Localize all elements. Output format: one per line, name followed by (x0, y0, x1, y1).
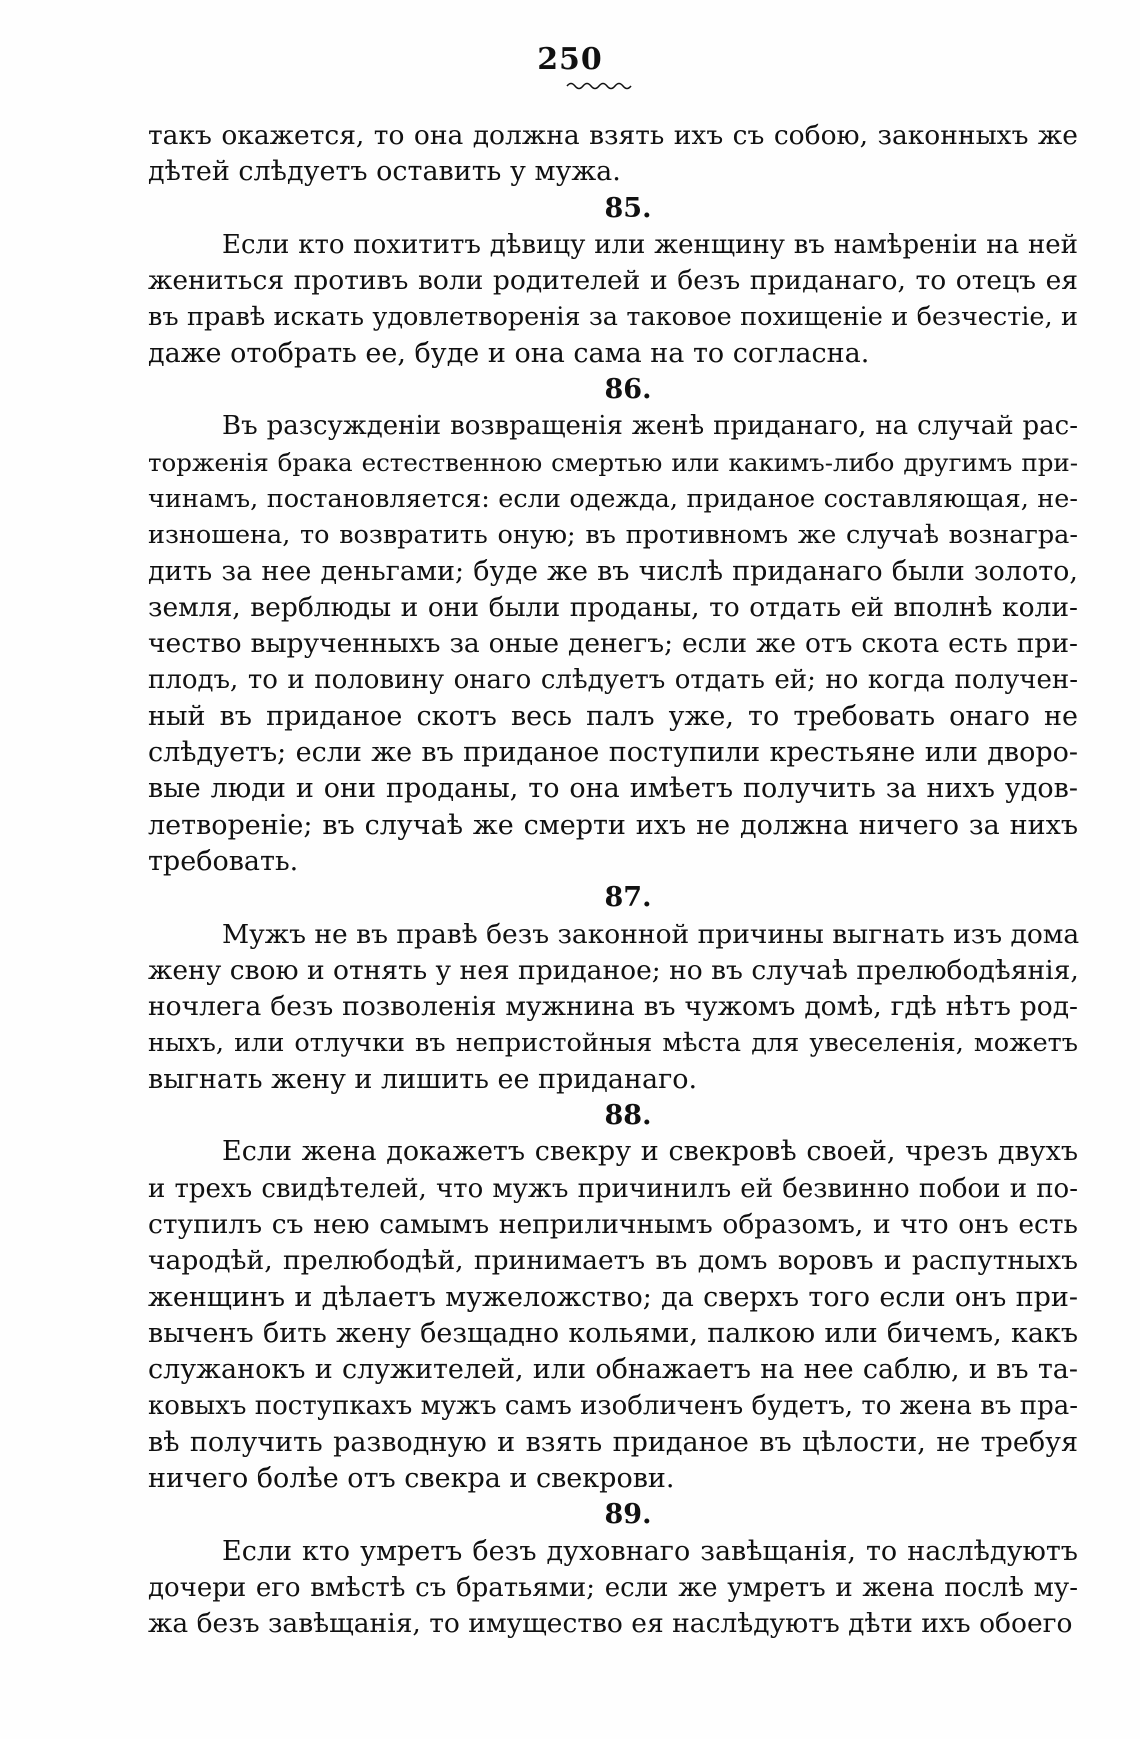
paragraph-line: служанокъ и служителей, или обнажаетъ на нее саблю, и въ та- (148, 1354, 1078, 1386)
paragraph-line: ничего болѣе отъ свекра и свекрови. (148, 1462, 675, 1494)
paragraph-line: вые люди и они проданы, то она имѣетъ получить за нихъ удов- (148, 773, 1078, 805)
section-number: 89. (604, 1499, 652, 1531)
page-text (148, 118, 1078, 1642)
paragraph-line: жениться противъ воли родителей и безъ приданаго, то отецъ ея (148, 265, 1078, 297)
paragraph-line: торженія брака естественною смертью или какимъ-либо другимъ при- (148, 447, 1078, 477)
section-number: 85. (604, 192, 652, 224)
paragraph-line: выгнать жену и лишить ее приданаго. (148, 1063, 698, 1095)
paragraph-line: ступилъ съ нею самымъ неприличнымъ образомъ, и что онъ есть (148, 1208, 1078, 1240)
paragraph-line: чародѣй, прелюбодѣй, принимаетъ въ домъ воровъ и распутныхъ (148, 1245, 1078, 1277)
paragraph-line: ныхъ, или отлучки въ непристойныя мѣста для увеселенія, можетъ (148, 1028, 1078, 1059)
paragraph-line: въ правѣ искать удовлетворенія за таковое похищеніе и безчестіе, и (148, 302, 1078, 333)
paragraph-line: женщинъ и дѣлаетъ мужеложство; да сверхъ того если онъ при- (148, 1281, 1078, 1313)
paragraph-first-line: Въ разсужденіи возвращенія женѣ приданаго, на случай рас- (222, 411, 1078, 442)
section-number: 87. (604, 882, 652, 914)
paragraph-line: ный въ приданое скотъ весь палъ уже, то требовать онаго не (148, 700, 1078, 732)
paragraph-line: земля, верблюды и они были проданы, то отдать ей вполнѣ коли- (148, 591, 1078, 623)
paragraph-line: вѣ получить разводную и взять приданое въ цѣлости, не требуя (148, 1426, 1078, 1458)
paragraph-line: летвореніе; въ случаѣ же смерти ихъ не должна ничего за нихъ (148, 809, 1078, 841)
paragraph-line: дить за нее деньгами; буде же въ числѣ приданаго были золото, (148, 555, 1078, 587)
paragraph-line: жену свою и отнять у нея приданое; но въ случаѣ прелюбодѣянія, (148, 954, 1079, 986)
paragraph-line: требовать. (148, 845, 299, 877)
paragraph-line: и трехъ свидѣтелей, что мужъ причинилъ ей безвинно побои и по- (148, 1173, 1078, 1204)
paragraph-line: жа безъ завѣщанія, то имущество ея наслѣдуютъ дѣти ихъ обоего (148, 1608, 1073, 1640)
paragraph-line: изношена, то возвратить оную; въ противномъ же случаѣ вознагра- (148, 520, 1078, 551)
section-number: 88. (604, 1100, 652, 1132)
page-number: 250 (537, 42, 603, 77)
paragraph-line: слѣдуетъ; если же въ приданое поступили крестьяне или дворо- (148, 737, 1078, 769)
paragraph-first-line: Если жена докажетъ свекру и свекровѣ своей, чрезъ двухъ (222, 1136, 1078, 1168)
paragraph-line: плодъ, то и половину онаго слѣдуетъ отдать ей; но когда получен- (148, 665, 1078, 696)
paragraph-line: чинамъ, постановляется: если одежда, приданое составляющая, не- (148, 483, 1078, 514)
paragraph-line: такъ окажется, то она должна взять ихъ съ собою, законныхъ же (148, 120, 1078, 151)
paragraph-line: даже отобрать ее, буде и она сама на то согласна. (148, 337, 870, 369)
paragraph-first-line: Если кто похититъ дѣвицу или женщину въ намѣреніи на ней (222, 229, 1078, 260)
paragraph-line: дѣтей слѣдуетъ оставить у мужа. (148, 156, 621, 188)
paragraph-first-line: Если кто умретъ безъ духовнаго завѣщанія, то наслѣдуютъ (222, 1535, 1078, 1567)
section-number: 86. (604, 374, 652, 406)
paragraph-line: ковыхъ поступкахъ мужъ самъ изобличенъ будетъ, то жена въ пра- (148, 1391, 1078, 1422)
paragraph-first-line: Мужъ не въ правѣ безъ законной причины выгнать изъ дома (222, 918, 1080, 950)
wavy-rule-ornament (565, 80, 635, 90)
paragraph-line: чество вырученныхъ за оные денегъ; если же отъ скота есть при- (148, 628, 1078, 660)
paragraph-line: выченъ бить жену безщадно кольями, палкою или бичемъ, какъ (148, 1317, 1078, 1349)
paragraph-line: ночлега безъ позволенія мужнина въ чужомъ домѣ, гдѣ нѣтъ род- (148, 991, 1078, 1023)
paragraph-line: дочери его вмѣстѣ съ братьями; если же умретъ и жена послѣ му- (148, 1572, 1078, 1603)
